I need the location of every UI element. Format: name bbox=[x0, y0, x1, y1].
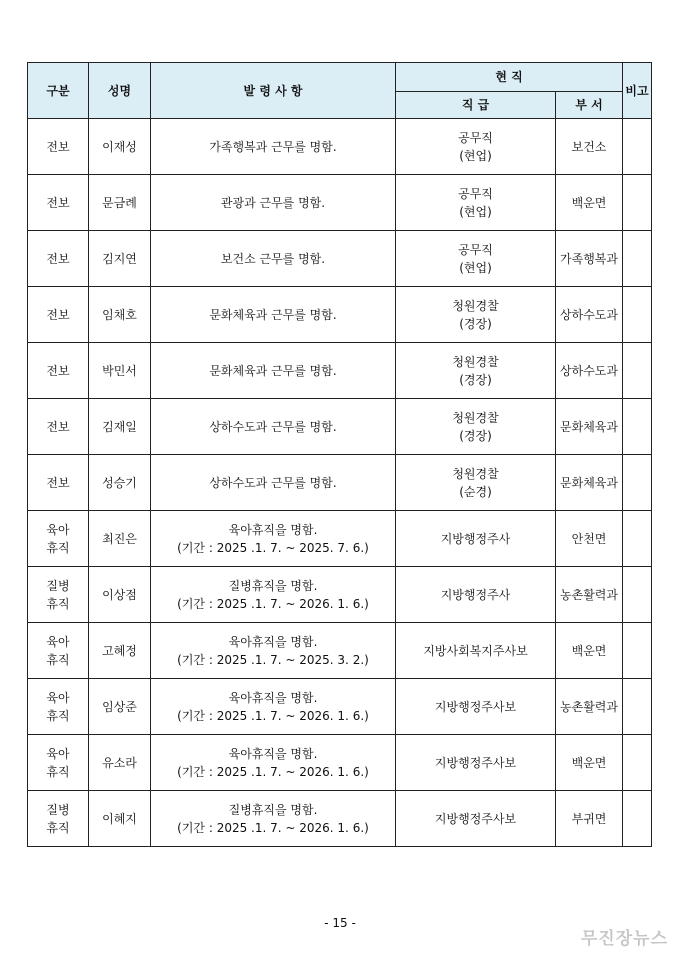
cell-line: (현업) bbox=[459, 204, 492, 219]
cell-category bbox=[28, 791, 89, 847]
cell-line: 상하수도과 근무를 명함. bbox=[209, 475, 337, 490]
cell-name: 성승기 bbox=[89, 455, 151, 511]
cell-line: 지방행정주사보 bbox=[434, 699, 517, 714]
cell-note bbox=[623, 231, 652, 287]
cell-note bbox=[623, 175, 652, 231]
cell-rank bbox=[396, 511, 556, 567]
cell-line: (경장) bbox=[459, 316, 492, 331]
cell-line: 전보 bbox=[46, 363, 70, 378]
cell-category bbox=[28, 567, 89, 623]
cell-name: 이상점 bbox=[89, 567, 151, 623]
cell-department: 부귀면 bbox=[556, 791, 623, 847]
cell-line: 휴직 bbox=[46, 540, 70, 555]
cell-note bbox=[623, 119, 652, 175]
cell-rank bbox=[396, 231, 556, 287]
cell-line: 상하수도과 근무를 명함. bbox=[209, 419, 337, 434]
cell-line: 질병휴직을 명함. bbox=[228, 802, 318, 817]
cell-name: 최진은 bbox=[89, 511, 151, 567]
table-row bbox=[28, 231, 652, 287]
cell-line: 청원경찰 bbox=[452, 354, 499, 369]
cell-rank bbox=[396, 623, 556, 679]
cell-line: 청원경찰 bbox=[452, 298, 499, 313]
cell-note bbox=[623, 511, 652, 567]
cell-category bbox=[28, 231, 89, 287]
cell-order bbox=[151, 623, 396, 679]
cell-rank bbox=[396, 679, 556, 735]
cell-line: 문화체육과 근무를 명함. bbox=[209, 307, 337, 322]
cell-line: 공무직 bbox=[458, 186, 493, 201]
cell-note bbox=[623, 679, 652, 735]
cell-category bbox=[28, 511, 89, 567]
cell-rank bbox=[396, 399, 556, 455]
cell-department: 문화체육과 bbox=[556, 399, 623, 455]
cell-department: 백운면 bbox=[556, 623, 623, 679]
cell-department: 백운면 bbox=[556, 175, 623, 231]
table-body bbox=[28, 119, 652, 847]
cell-line: 육아휴직을 명함. bbox=[228, 746, 318, 761]
cell-rank bbox=[396, 567, 556, 623]
cell-line: 지방행정주사보 bbox=[434, 811, 517, 826]
cell-line: 전보 bbox=[46, 419, 70, 434]
cell-category bbox=[28, 455, 89, 511]
cell-name: 문금례 bbox=[89, 175, 151, 231]
cell-line: 휴직 bbox=[46, 764, 70, 779]
cell-department: 농촌활력과 bbox=[556, 679, 623, 735]
table-row bbox=[28, 735, 652, 791]
cell-order bbox=[151, 119, 396, 175]
cell-line: 휴직 bbox=[46, 652, 70, 667]
table-row bbox=[28, 119, 652, 175]
cell-line: 전보 bbox=[46, 195, 70, 210]
table-row bbox=[28, 791, 652, 847]
cell-name: 김재일 bbox=[89, 399, 151, 455]
table-row bbox=[28, 287, 652, 343]
cell-rank bbox=[396, 735, 556, 791]
cell-name: 임채호 bbox=[89, 287, 151, 343]
table-row bbox=[28, 623, 652, 679]
cell-name: 이재성 bbox=[89, 119, 151, 175]
cell-order bbox=[151, 455, 396, 511]
cell-line: (기간 : 2025 .1. 7. ~ 2025. 3. 2.) bbox=[177, 652, 369, 667]
cell-line: 가족행복과 근무를 명함. bbox=[209, 139, 337, 154]
cell-order bbox=[151, 343, 396, 399]
watermark-logo: 무진장뉴스 bbox=[580, 929, 668, 949]
table-row bbox=[28, 567, 652, 623]
cell-department: 가족행복과 bbox=[556, 231, 623, 287]
cell-order bbox=[151, 399, 396, 455]
header-order: 발 령 사 항 bbox=[151, 63, 396, 119]
cell-line: 육아 bbox=[46, 746, 70, 761]
cell-order bbox=[151, 231, 396, 287]
cell-line: 청원경찰 bbox=[452, 466, 499, 481]
cell-line: (기간 : 2025 .1. 7. ~ 2026. 1. 6.) bbox=[177, 596, 369, 611]
cell-order bbox=[151, 791, 396, 847]
cell-rank bbox=[396, 343, 556, 399]
cell-name: 김지연 bbox=[89, 231, 151, 287]
cell-line: (순경) bbox=[459, 484, 492, 499]
cell-line: 전보 bbox=[46, 307, 70, 322]
cell-line: 지방사회복지주사보 bbox=[423, 643, 528, 658]
table-row bbox=[28, 511, 652, 567]
cell-department: 농촌활력과 bbox=[556, 567, 623, 623]
cell-note bbox=[623, 791, 652, 847]
cell-rank bbox=[396, 175, 556, 231]
cell-line: 전보 bbox=[46, 475, 70, 490]
cell-note bbox=[623, 735, 652, 791]
header-current-position: 현 직 bbox=[396, 63, 623, 92]
cell-category bbox=[28, 119, 89, 175]
cell-category bbox=[28, 175, 89, 231]
table-row bbox=[28, 399, 652, 455]
cell-line: 전보 bbox=[46, 251, 70, 266]
cell-note bbox=[623, 455, 652, 511]
cell-line: 휴직 bbox=[46, 596, 70, 611]
cell-line: (기간 : 2025 .1. 7. ~ 2026. 1. 6.) bbox=[177, 764, 369, 779]
page-number: - 15 - bbox=[324, 916, 356, 930]
cell-department: 안천면 bbox=[556, 511, 623, 567]
header-category: 구분 bbox=[28, 63, 89, 119]
cell-line: 휴직 bbox=[46, 708, 70, 723]
cell-line: (기간 : 2025 .1. 7. ~ 2026. 1. 6.) bbox=[177, 708, 369, 723]
table-row bbox=[28, 343, 652, 399]
cell-department: 상하수도과 bbox=[556, 343, 623, 399]
cell-order bbox=[151, 175, 396, 231]
cell-name: 고혜정 bbox=[89, 623, 151, 679]
cell-rank bbox=[396, 455, 556, 511]
cell-line: 공무직 bbox=[458, 242, 493, 257]
cell-line: (기간 : 2025 .1. 7. ~ 2026. 1. 6.) bbox=[177, 820, 369, 835]
cell-category bbox=[28, 623, 89, 679]
cell-department: 보건소 bbox=[556, 119, 623, 175]
cell-line: (현업) bbox=[459, 148, 492, 163]
cell-line: (현업) bbox=[459, 260, 492, 275]
cell-line: 육아휴직을 명함. bbox=[228, 690, 318, 705]
cell-line: (경장) bbox=[459, 428, 492, 443]
cell-name: 박민서 bbox=[89, 343, 151, 399]
personnel-table bbox=[27, 62, 652, 847]
cell-department: 문화체육과 bbox=[556, 455, 623, 511]
cell-order bbox=[151, 511, 396, 567]
cell-line: 문화체육과 근무를 명함. bbox=[209, 363, 337, 378]
cell-name: 이혜지 bbox=[89, 791, 151, 847]
table-row bbox=[28, 455, 652, 511]
cell-category bbox=[28, 679, 89, 735]
cell-line: 청원경찰 bbox=[452, 410, 499, 425]
header-rank: 직 급 bbox=[396, 92, 556, 119]
header-name: 성명 bbox=[89, 63, 151, 119]
cell-category bbox=[28, 343, 89, 399]
cell-rank bbox=[396, 791, 556, 847]
cell-line: 육아 bbox=[46, 634, 70, 649]
cell-rank bbox=[396, 119, 556, 175]
cell-order bbox=[151, 679, 396, 735]
cell-line: 질병 bbox=[46, 802, 70, 817]
header-department: 부 서 bbox=[556, 92, 623, 119]
cell-line: 육아 bbox=[46, 522, 70, 537]
cell-note bbox=[623, 623, 652, 679]
cell-order bbox=[151, 287, 396, 343]
cell-name: 임상준 bbox=[89, 679, 151, 735]
table-row bbox=[28, 679, 652, 735]
cell-line: 육아 bbox=[46, 690, 70, 705]
cell-line: 지방행정주사 bbox=[440, 587, 511, 602]
cell-department: 상하수도과 bbox=[556, 287, 623, 343]
cell-line: (경장) bbox=[459, 372, 492, 387]
cell-line: 공무직 bbox=[458, 130, 493, 145]
cell-line: (기간 : 2025 .1. 7. ~ 2025. 7. 6.) bbox=[177, 540, 369, 555]
cell-line: 지방행정주사 bbox=[440, 531, 511, 546]
cell-department: 백운면 bbox=[556, 735, 623, 791]
table-row bbox=[28, 175, 652, 231]
cell-line: 육아휴직을 명함. bbox=[228, 522, 318, 537]
cell-rank bbox=[396, 287, 556, 343]
cell-line: 전보 bbox=[46, 139, 70, 154]
cell-order bbox=[151, 735, 396, 791]
cell-note bbox=[623, 287, 652, 343]
cell-line: 관광과 근무를 명함. bbox=[220, 195, 326, 210]
cell-line: 휴직 bbox=[46, 820, 70, 835]
cell-category bbox=[28, 287, 89, 343]
cell-line: 질병휴직을 명함. bbox=[228, 578, 318, 593]
cell-line: 육아휴직을 명함. bbox=[228, 634, 318, 649]
header-note: 비고 bbox=[623, 63, 652, 119]
cell-category bbox=[28, 735, 89, 791]
cell-name: 유소라 bbox=[89, 735, 151, 791]
cell-note bbox=[623, 399, 652, 455]
cell-note bbox=[623, 567, 652, 623]
cell-line: 지방행정주사보 bbox=[434, 755, 517, 770]
cell-category bbox=[28, 399, 89, 455]
cell-line: 보건소 근무를 명함. bbox=[220, 251, 326, 266]
cell-line: 질병 bbox=[46, 578, 70, 593]
cell-order bbox=[151, 567, 396, 623]
cell-note bbox=[623, 343, 652, 399]
